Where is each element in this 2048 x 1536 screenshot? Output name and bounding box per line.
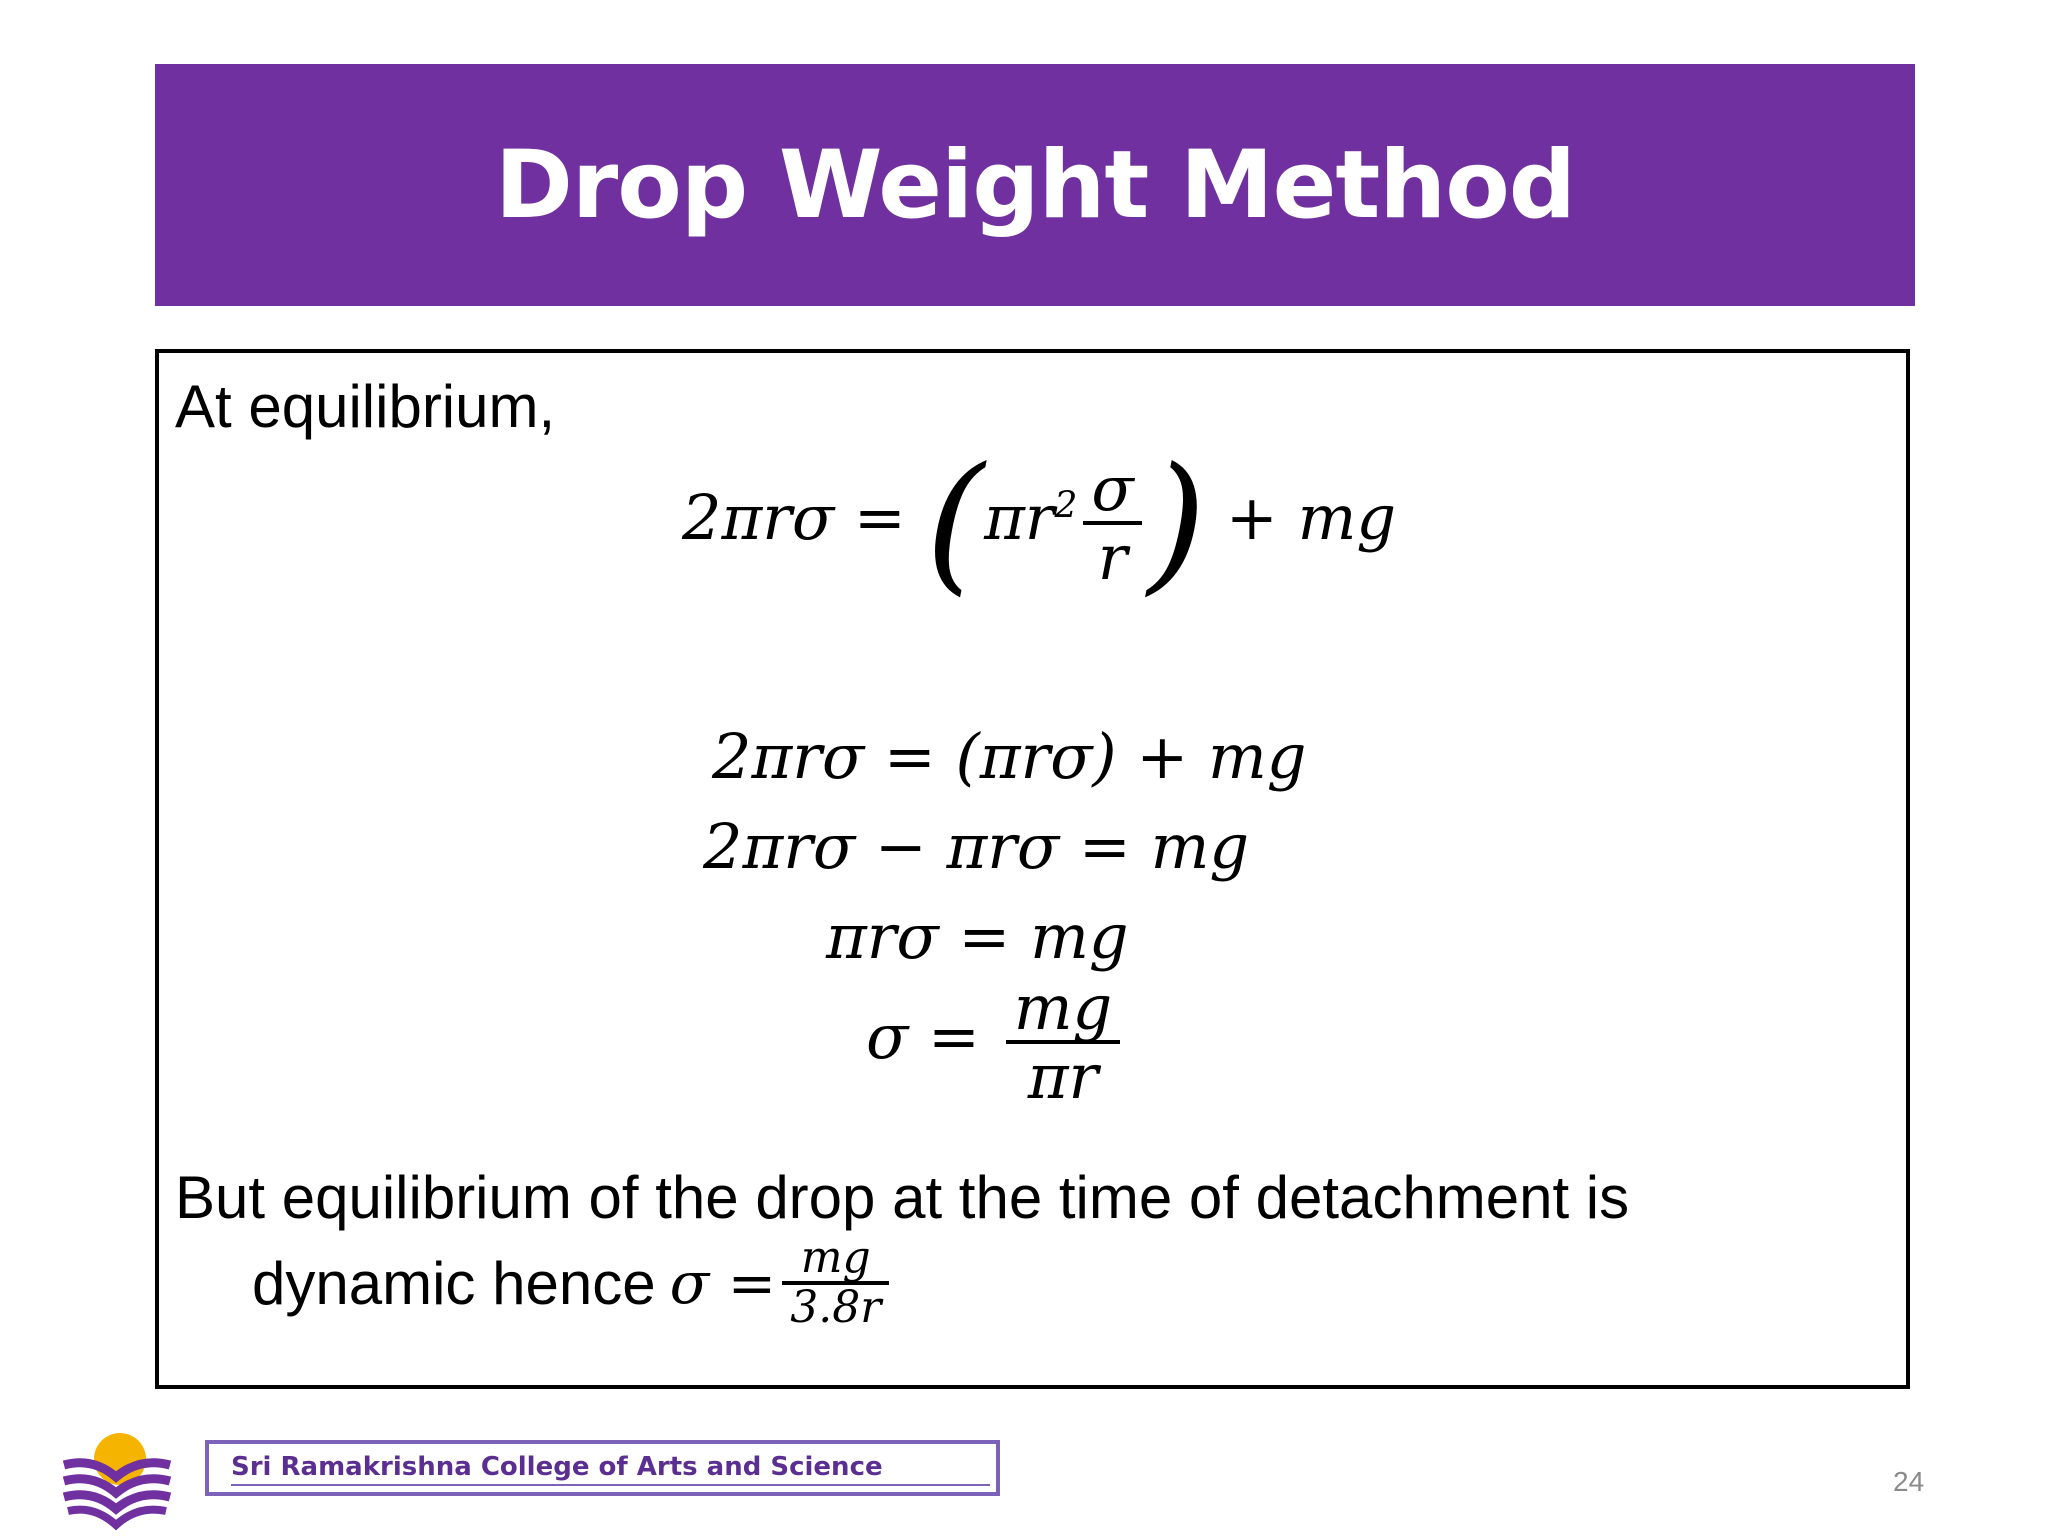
institution-label xyxy=(205,1440,1000,1496)
final-numerator: mg xyxy=(800,1232,871,1283)
eq1-pi-r: πr xyxy=(984,481,1055,555)
eq5-numerator: mg xyxy=(1013,971,1113,1044)
equation-2: 2πrσ = (πrσ) + mg xyxy=(712,720,1307,793)
equation-5 xyxy=(866,971,1126,1114)
final-denominator: 3.8r xyxy=(790,1282,882,1334)
final-lhs: σ = xyxy=(669,1249,777,1318)
eq1-rhs: + mg xyxy=(1206,481,1397,555)
intro-text: At equilibrium, xyxy=(175,373,556,440)
page-number: 24 xyxy=(1893,1466,1925,1497)
slide-title: Drop Weight Method xyxy=(494,130,1576,240)
conclusion-line-2 xyxy=(252,1232,895,1334)
eq5-lhs: σ = xyxy=(866,1000,1000,1074)
equation-4: πrσ = mg xyxy=(826,900,1129,973)
conclusion-text: dynamic hence xyxy=(252,1249,656,1317)
open-paren: ( xyxy=(925,436,985,610)
eq1-fraction xyxy=(1083,451,1141,594)
eq1-exponent: 2 xyxy=(1054,485,1078,527)
book-with-rising-sun-logo-icon xyxy=(58,1425,176,1535)
conclusion-line-1: But equilibrium of the drop at the time of detachment is xyxy=(175,1164,1630,1231)
eq1-numerator: σ xyxy=(1091,451,1134,525)
equation-3: 2πrσ − πrσ = mg xyxy=(703,810,1250,883)
close-paren: ) xyxy=(1147,436,1207,610)
final-equation xyxy=(669,1232,896,1334)
eq5-denominator: πr xyxy=(1027,1040,1099,1114)
eq1-denominator: r xyxy=(1097,521,1128,594)
eq1-lhs: 2πrσ = xyxy=(682,481,926,555)
eq5-fraction xyxy=(1006,971,1120,1114)
institution-name: Sri Ramakrishna College of Arts and Science xyxy=(231,1452,883,1482)
equation-1 xyxy=(682,436,1397,610)
title-bar xyxy=(155,64,1915,306)
institution-underline xyxy=(231,1484,990,1486)
final-fraction xyxy=(782,1232,889,1334)
